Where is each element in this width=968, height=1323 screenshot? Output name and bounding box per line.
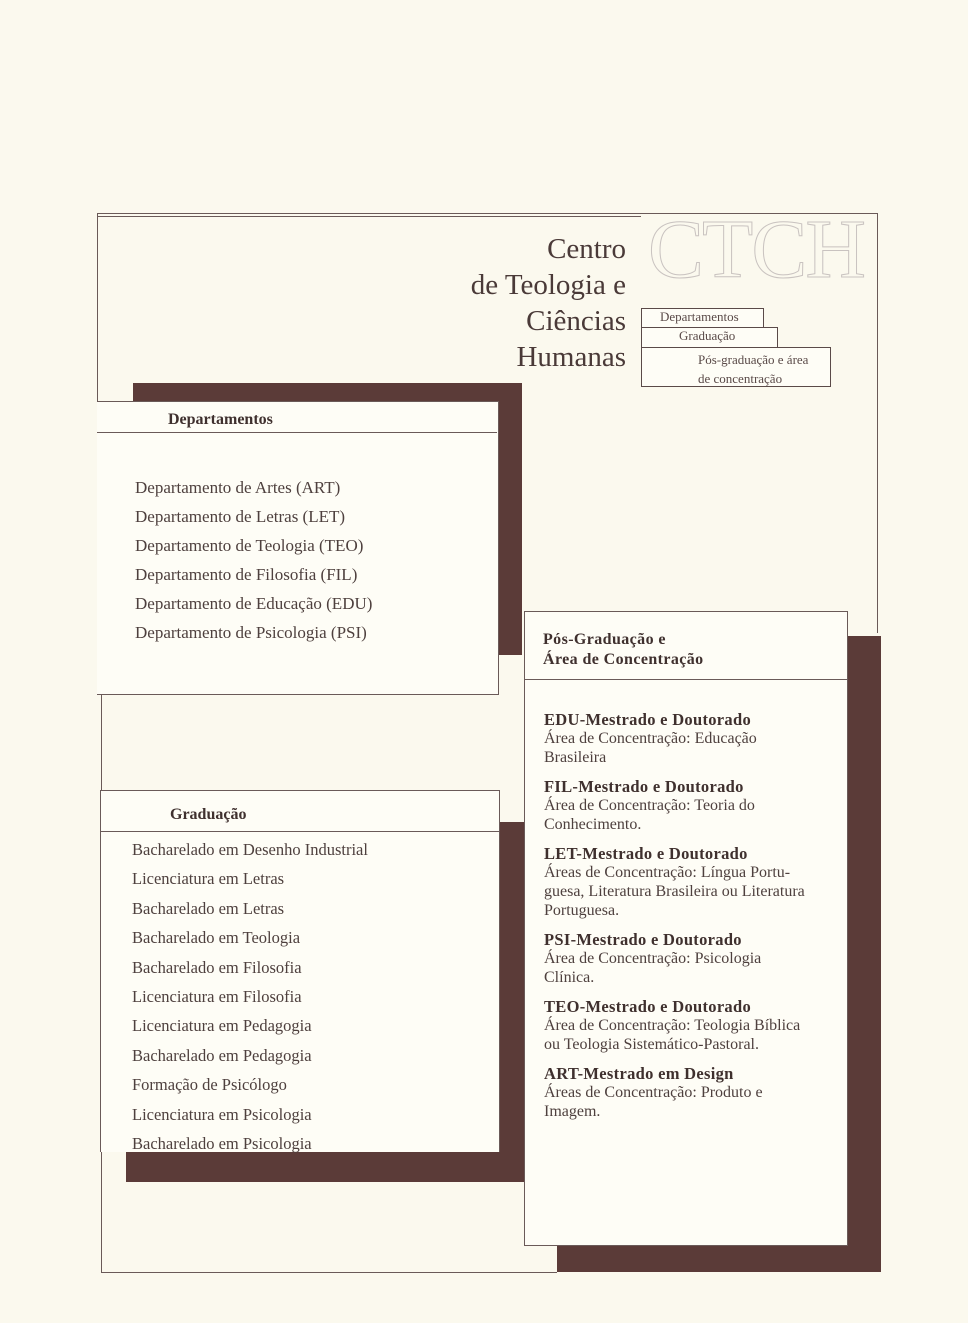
pos-item-title: PSI-Mestrado e Doutorado (544, 930, 742, 949)
pos-item-title: ART-Mestrado em Design (544, 1064, 734, 1083)
departamentos-heading: Departamentos (168, 411, 273, 428)
list-item (544, 1064, 844, 1121)
center-title (400, 231, 626, 375)
list-item: Departamento de Letras (LET) (135, 507, 346, 526)
list-item (544, 997, 844, 1054)
frame-bottom-line (101, 1272, 557, 1273)
pos-item-title: TEO-Mestrado e Doutorado (544, 997, 752, 1016)
pos-item-line: Áreas de Concentração: Língua Portu- (544, 864, 791, 881)
list-item: Bacharelado em Letras (132, 898, 285, 918)
pos-item-line: guesa, Literatura Brasileira ou Literatura (544, 883, 805, 900)
pos-item-line: ou Teologia Sistemático-Pastoral. (544, 1036, 759, 1053)
pos-list (544, 710, 844, 1131)
pos-heading-line2: Área de Concentração (543, 651, 704, 668)
list-item: Bacharelado em Filosofia (132, 957, 302, 977)
frame-right-line (877, 213, 878, 633)
list-item: Departamento de Filosofia (FIL) (135, 565, 358, 584)
legend-departamentos (641, 308, 764, 328)
frame-left-line (97, 213, 98, 403)
graduacao-box (100, 790, 500, 1152)
list-item: Licenciatura em Filosofia (132, 987, 302, 1007)
pos-item-line: Área de Concentração: Teologia Bíblica (544, 1017, 801, 1034)
pos-divider (525, 679, 847, 680)
list-item: Bacharelado em Teologia (132, 928, 301, 948)
list-item: Formação de Psicólogo (132, 1075, 287, 1095)
pos-box (524, 611, 848, 1246)
legend-pos-line2: de concentração (698, 371, 783, 386)
list-item: Departamento de Psicologia (PSI) (135, 623, 367, 642)
title-line-3: Ciências (526, 305, 626, 337)
legend-pos-line1: Pós-graduação e área (698, 352, 809, 367)
frame-top-line-2 (97, 216, 641, 217)
pos-item-title: EDU-Mestrado e Doutorado (544, 710, 752, 729)
list-item: Licenciatura em Pedagogia (132, 1016, 312, 1036)
list-item (544, 844, 844, 920)
list-item (544, 777, 844, 834)
graduacao-divider (101, 831, 499, 832)
departamentos-box (97, 401, 499, 695)
list-item: Departamento de Educação (EDU) (135, 594, 373, 613)
ctch-logo: CTCH (648, 203, 865, 296)
departamentos-list (135, 473, 372, 647)
list-item: Departamento de Teologia (TEO) (135, 536, 364, 555)
pos-item-line: Clínica. (544, 969, 595, 986)
pos-item-title: LET-Mestrado e Doutorado (544, 844, 748, 863)
pos-item-line: Conhecimento. (544, 816, 642, 833)
list-item: Bacharelado em Pedagogia (132, 1045, 312, 1065)
pos-item-line: Áreas de Concentração: Produto e (544, 1084, 763, 1101)
legend-pos (641, 347, 831, 387)
pos-item-line: Área de Concentração: Teoria do (544, 797, 755, 814)
pos-item-title: FIL-Mestrado e Doutorado (544, 777, 744, 796)
pos-item-line: Área de Concentração: Educação (544, 730, 757, 747)
list-item: Licenciatura em Letras (132, 869, 285, 889)
graduacao-list (132, 835, 368, 1158)
title-line-2: de Teologia e (470, 269, 626, 301)
list-item (544, 710, 844, 767)
list-item: Licenciatura em Psicologia (132, 1104, 312, 1124)
pos-item-line: Área de Concentração: Psicologia (544, 950, 762, 967)
legend-graduacao-label: Graduação (679, 328, 736, 343)
list-item (544, 930, 844, 987)
pos-heading (543, 630, 704, 670)
list-item: Bacharelado em Desenho Industrial (132, 840, 368, 859)
pos-item-line: Imagem. (544, 1103, 601, 1120)
pos-item-line: Brasileira (544, 749, 607, 766)
departamentos-divider (97, 432, 497, 433)
legend-graduacao (641, 327, 778, 348)
pos-item-line: Portuguesa. (544, 902, 620, 919)
title-line-4: Humanas (516, 341, 626, 373)
legend-departamentos-label: Departamentos (660, 309, 739, 324)
graduacao-heading: Graduação (170, 806, 247, 823)
title-line-1: Centro (547, 233, 626, 265)
pos-heading-line1: Pós-Graduação e (543, 631, 666, 648)
list-item: Bacharelado em Psicologia (132, 1134, 312, 1154)
list-item: Departamento de Artes (ART) (135, 478, 341, 497)
